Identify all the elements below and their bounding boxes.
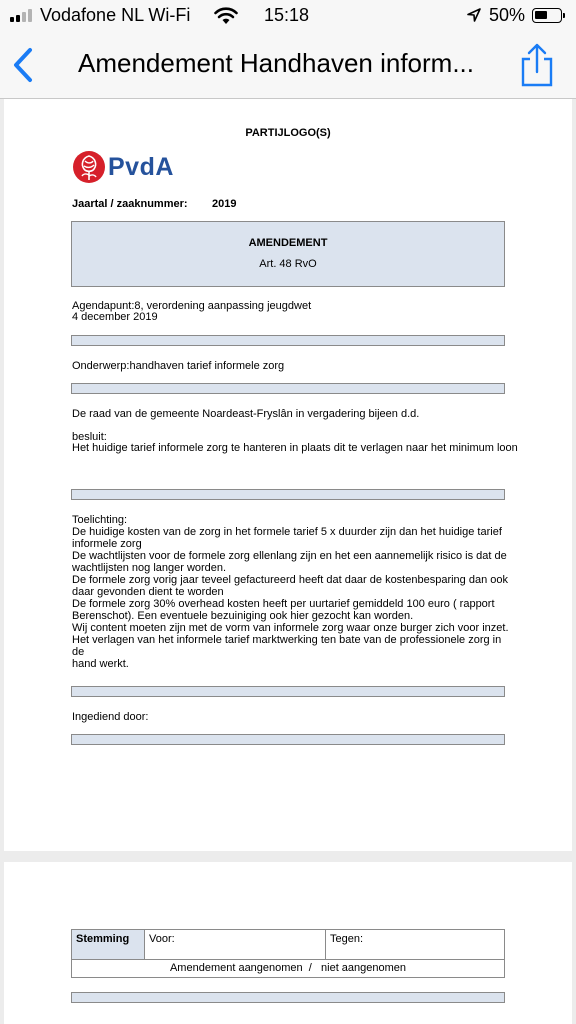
toelichting-line: hand werkt. xyxy=(72,658,129,670)
toelichting-label: Toelichting: xyxy=(72,514,128,526)
besluit-label: besluit: xyxy=(72,431,107,443)
pvda-wordmark: PvdA xyxy=(108,153,174,181)
toelichting-line: De wachtlijsten voor de formele zorg ellenlang zijn en het een aannemelijk risico is dat de xyxy=(72,550,507,562)
document-title: Amendement Handhaven inform... xyxy=(78,48,474,78)
wifi-icon xyxy=(214,7,238,25)
ingediend-door-label: Ingediend door: xyxy=(72,711,149,723)
stemming-label: Stemming xyxy=(72,930,145,960)
form-field-bar xyxy=(71,734,505,745)
toelichting-section xyxy=(72,514,512,670)
toelichting-line: wachtlijsten nog langer worden. xyxy=(72,562,227,574)
pvda-logo xyxy=(72,150,182,184)
amendement-article: Art. 48 RvO xyxy=(259,258,317,270)
toelichting-line: Berenschot). Een eventuele bezuiniging ook hier gezocht kan worden. xyxy=(72,610,414,622)
onderwerp-text: Onderwerp:handhaven tarief informele zorg xyxy=(72,360,285,372)
back-chevron-icon[interactable] xyxy=(10,46,38,84)
stemming-table xyxy=(71,929,505,978)
besluit-text: Het huidige tarief informele zorg te hanteren in plaats dit te verlagen naar het minimum loon xyxy=(72,442,518,454)
toelichting-line: De formele zorg vorig jaar teveel gefactureerd heeft dat daar de kostenbesparing dan ook xyxy=(72,574,508,586)
document-page-2 xyxy=(4,862,572,1024)
toelichting-line: daar gevonden dient te worden xyxy=(72,586,224,598)
status-bar xyxy=(0,0,576,32)
toelichting-line: De huidige kosten van de zorg in het formele tarief 5 x duurder zijn dan het huidige tarief xyxy=(72,526,502,538)
raad-text: De raad van de gemeente Noardeast-Fryslân in vergadering bijeen d.d. xyxy=(72,408,420,420)
carrier-label: Vodafone NL Wi-Fi xyxy=(40,5,191,25)
navigation-bar xyxy=(0,32,576,99)
jaartal-value: 2019 xyxy=(212,198,237,210)
amendement-title: AMENDEMENT xyxy=(248,237,328,249)
document-page-1 xyxy=(4,99,572,851)
partijlogo-label: PARTIJLOGO(S) xyxy=(245,127,331,139)
form-field-bar xyxy=(71,383,505,394)
battery-percentage: 50% xyxy=(489,5,526,25)
agendapunt-text: Agendapunt:8, verordening aanpassing jeugdwet xyxy=(72,300,312,312)
pvda-rose-icon xyxy=(72,150,106,184)
toelichting-line: informele zorg xyxy=(72,538,142,550)
form-field-bar xyxy=(71,489,505,500)
toelichting-line: De formele zorg 30% overhead kosten heeft per uurtarief gemiddeld 100 euro ( rapport xyxy=(72,598,495,610)
amendement-header-box xyxy=(71,221,505,287)
battery-icon xyxy=(532,8,562,23)
location-arrow-icon xyxy=(466,7,482,23)
tegen-cell: Tegen: xyxy=(326,930,505,960)
clock: 15:18 xyxy=(264,5,310,25)
form-field-bar xyxy=(71,992,505,1003)
jaartal-label: Jaartal / zaaknummer: xyxy=(72,198,188,210)
result-cell: Amendement aangenomen / niet aangenomen xyxy=(72,960,505,978)
battery-nub xyxy=(563,13,565,18)
toelichting-line: Wij content moeten zijn met de vorm van informele zorg waar onze burger zich voor inzet. xyxy=(72,622,509,634)
voor-cell: Voor: xyxy=(145,930,326,960)
share-icon[interactable] xyxy=(518,42,556,88)
signal-strength-icon xyxy=(10,8,32,22)
form-field-bar xyxy=(71,335,505,346)
date-text: 4 december 2019 xyxy=(72,311,158,323)
toelichting-line: Het verlagen van het informele tarief marktwerking ten bate van de professionele zorg in de xyxy=(72,634,502,658)
form-field-bar xyxy=(71,686,505,697)
